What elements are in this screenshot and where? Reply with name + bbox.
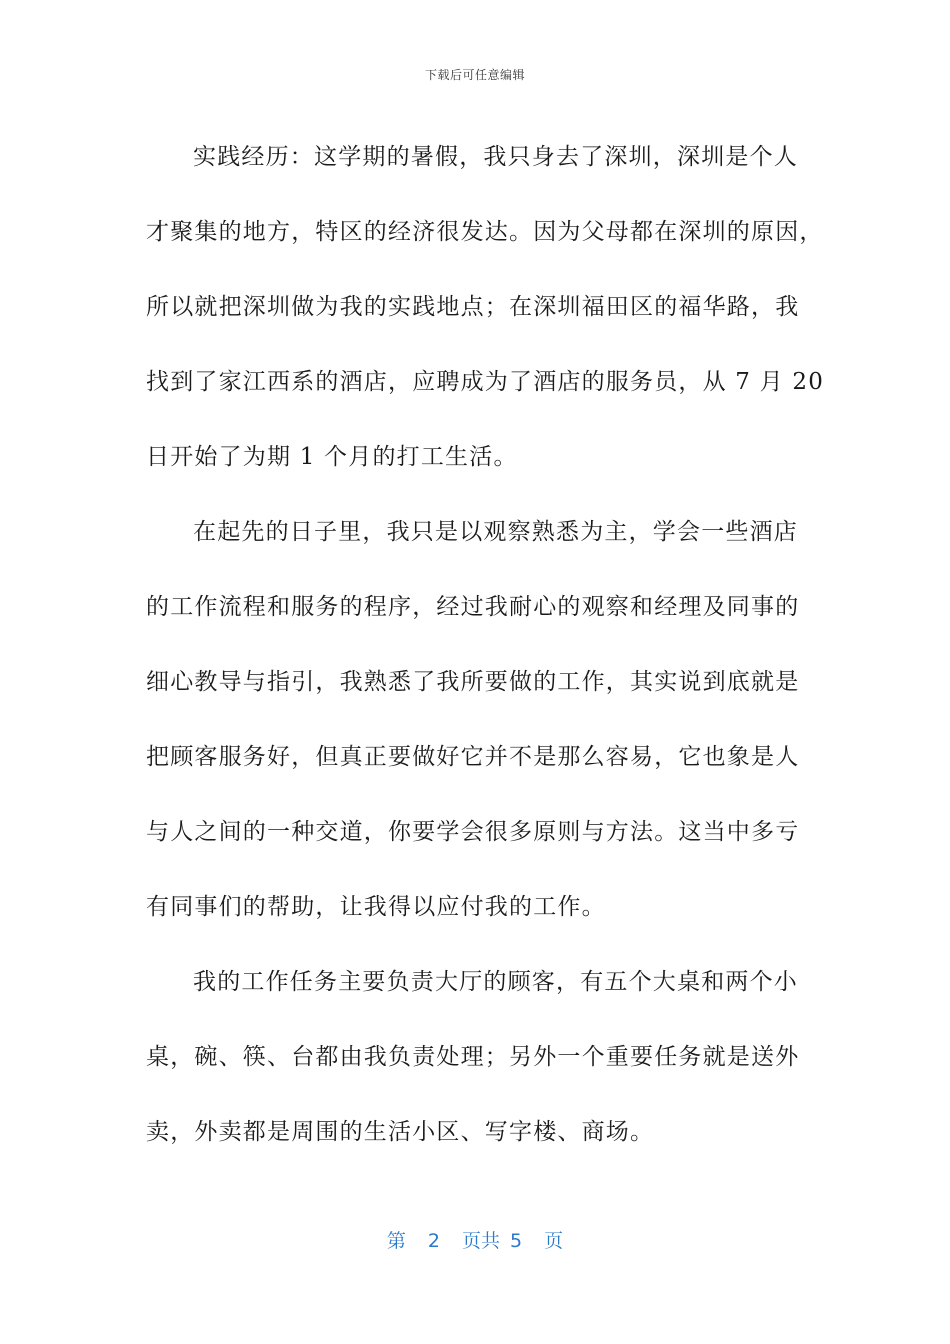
text-line: 卖，外卖都是周围的生活小区、写字楼、商场。 xyxy=(146,1119,655,1145)
text-line: 与人之间的一种交道，你要学会很多原则与方法。这当中多亏 xyxy=(146,819,800,845)
text-line: 桌，碗、筷、台都由我负责处理；另外一个重要任务就是送外 xyxy=(146,1044,800,1070)
paragraph xyxy=(146,945,806,1170)
text-line: 日开始了为期 1 个月的打工生活。 xyxy=(146,444,518,470)
document-body xyxy=(146,120,825,1170)
page-label-suffix: 页 xyxy=(544,1230,564,1252)
text-line: 在起先的日子里，我只是以观察熟悉为主，学会一些酒店 xyxy=(193,519,798,545)
paragraph xyxy=(146,495,806,945)
current-page-number: 2 xyxy=(427,1230,440,1252)
text-line: 实践经历：这学期的暑假，我只身去了深圳，深圳是个人 xyxy=(193,144,798,170)
paragraph xyxy=(146,120,825,495)
page-label-prefix: 第 xyxy=(386,1230,406,1252)
text-line: 的工作流程和服务的程序，经过我耐心的观察和经理及同事的 xyxy=(146,594,800,620)
text-line: 我的工作任务主要负责大厅的顾客，有五个大桌和两个小 xyxy=(193,969,798,995)
total-pages-number: 5 xyxy=(510,1230,523,1252)
text-line: 所以就把深圳做为我的实践地点；在深圳福田区的福华路，我 xyxy=(146,294,800,320)
page-header-note: 下载后可任意编辑 xyxy=(424,68,525,82)
text-line: 把顾客服务好，但真正要做好它并不是那么容易，它也象是人 xyxy=(146,744,800,770)
page-label-mid: 页共 xyxy=(461,1230,500,1252)
text-line: 才聚集的地方，特区的经济很发达。因为父母都在深圳的原因， xyxy=(146,219,824,245)
text-line: 细心教导与指引，我熟悉了我所要做的工作，其实说到底就是 xyxy=(146,669,800,695)
text-line: 找到了家江西系的酒店，应聘成为了酒店的服务员，从 7 月 20 xyxy=(146,369,825,395)
text-line: 有同事们的帮助，让我得以应付我的工作。 xyxy=(146,894,606,920)
page-footer xyxy=(0,1226,950,1253)
